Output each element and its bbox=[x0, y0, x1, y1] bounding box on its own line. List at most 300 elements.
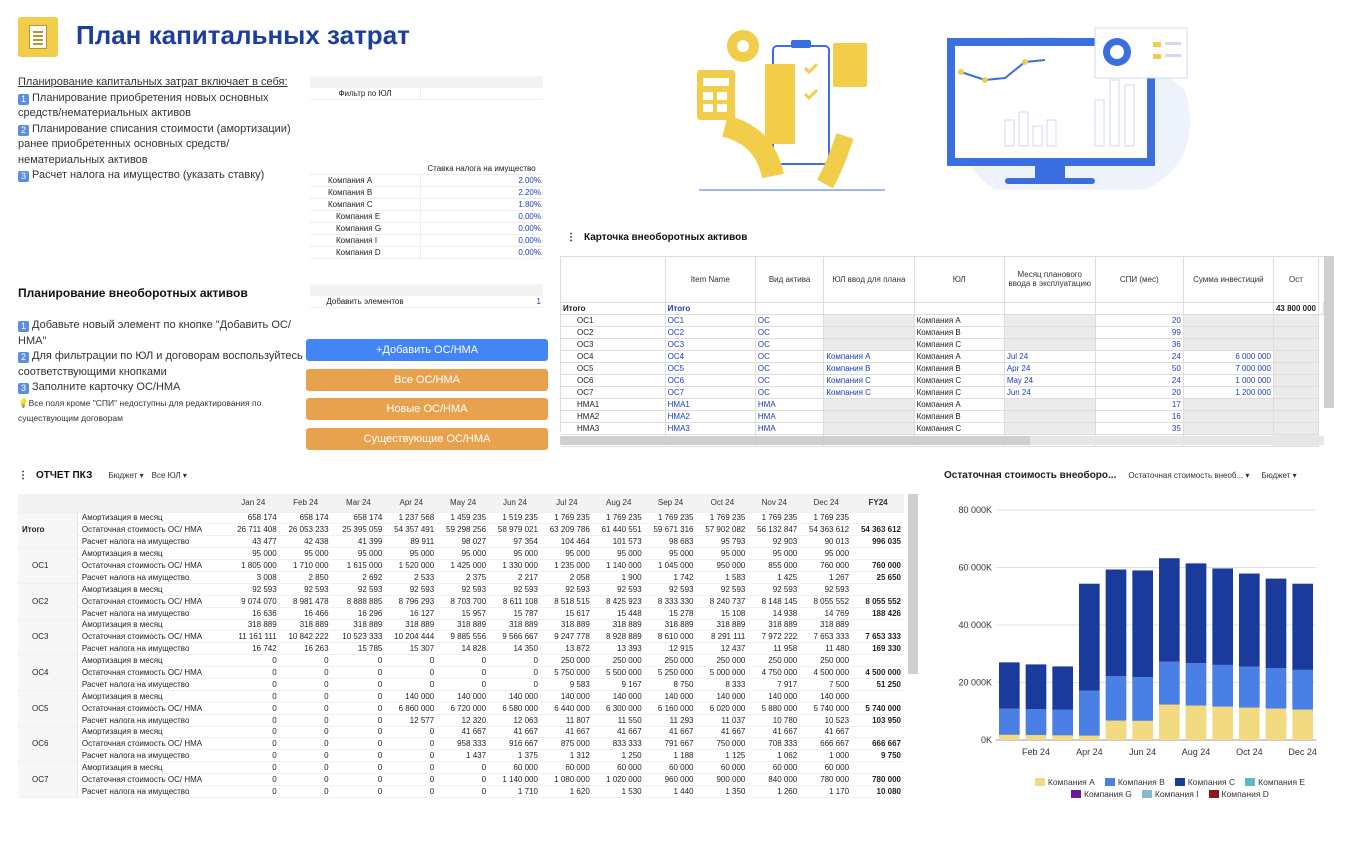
bar-segment[interactable] bbox=[999, 735, 1020, 740]
report-metric-label: Амортизация в месяц bbox=[77, 548, 226, 560]
card-asset-type[interactable]: ОС bbox=[755, 374, 823, 386]
card-month[interactable]: Jul 24 bbox=[1004, 350, 1095, 362]
chart-legend bbox=[1010, 777, 1330, 799]
report-value: 95 000 bbox=[593, 548, 645, 560]
bar-segment[interactable] bbox=[1186, 706, 1207, 740]
card-plan-entity[interactable]: Компания A bbox=[824, 350, 914, 362]
more-vert-icon[interactable]: ⋮ bbox=[566, 232, 576, 243]
report-value: 0 bbox=[332, 655, 386, 667]
report-value: 1 805 000 bbox=[227, 560, 280, 572]
page-title: План капитальных затрат bbox=[76, 20, 410, 50]
card-month[interactable]: May 24 bbox=[1004, 374, 1095, 386]
report-month-header: Sep 24 bbox=[645, 494, 697, 512]
card-spi[interactable]: 50 bbox=[1095, 362, 1183, 374]
card-entity: Компания A bbox=[914, 398, 1004, 410]
report-value: 92 593 bbox=[227, 583, 280, 595]
card-month[interactable]: Jun 24 bbox=[1004, 386, 1095, 398]
card-spi[interactable]: 24 bbox=[1095, 350, 1183, 362]
legend-item[interactable] bbox=[1035, 777, 1095, 787]
bar-segment[interactable] bbox=[1266, 579, 1287, 669]
legend-item[interactable] bbox=[1105, 777, 1165, 787]
report-value: 318 889 bbox=[280, 619, 332, 631]
document-icon bbox=[18, 17, 58, 57]
card-plan-entity[interactable] bbox=[824, 338, 914, 350]
report-value: 54 357 491 bbox=[385, 524, 437, 536]
report-value: 11 293 bbox=[645, 714, 697, 726]
legend-item[interactable] bbox=[1175, 777, 1235, 787]
report-value: 0 bbox=[227, 774, 280, 786]
report-metric-label: Расчет налога на имущество bbox=[77, 571, 226, 583]
card-item-name[interactable]: ОС2 bbox=[665, 326, 755, 338]
card-asset-type[interactable]: НМА bbox=[755, 422, 823, 434]
bar-segment[interactable] bbox=[1132, 677, 1153, 721]
card-plan-entity[interactable] bbox=[824, 422, 914, 434]
y-tick-label: 80 000K bbox=[958, 505, 992, 515]
card-sum[interactable]: 1 200 000 bbox=[1183, 386, 1273, 398]
bar-segment[interactable] bbox=[1079, 584, 1100, 691]
x-tick-label: Jun 24 bbox=[1129, 747, 1157, 757]
card-spi[interactable]: 16 bbox=[1095, 410, 1183, 422]
card-row-id: ОС6 bbox=[561, 374, 665, 386]
report-value: 6 300 000 bbox=[593, 702, 645, 714]
report-month-header: Jan 24 bbox=[227, 494, 280, 512]
card-plan-entity[interactable] bbox=[824, 410, 914, 422]
card-sum[interactable] bbox=[1183, 326, 1273, 338]
card-spi[interactable]: 24 bbox=[1095, 374, 1183, 386]
card-sum[interactable] bbox=[1183, 314, 1273, 326]
bar-segment[interactable] bbox=[1239, 574, 1260, 667]
tax-company: Компания C bbox=[328, 200, 373, 209]
card-item-name[interactable]: ОС1 bbox=[665, 314, 755, 326]
bar-segment[interactable] bbox=[1186, 563, 1207, 663]
report-value: 996 035 bbox=[852, 536, 904, 548]
bar-segment[interactable] bbox=[1212, 665, 1233, 707]
report-value: 5 740 000 bbox=[800, 702, 852, 714]
card-sum[interactable] bbox=[1183, 422, 1273, 434]
report-value: 750 000 bbox=[697, 738, 749, 750]
report-value: 1 530 bbox=[593, 785, 645, 797]
bar-segment[interactable] bbox=[1239, 667, 1260, 708]
bar-segment[interactable] bbox=[1079, 736, 1100, 740]
report-value: 95 000 bbox=[489, 548, 541, 560]
card-item-name[interactable]: ОС5 bbox=[665, 362, 755, 374]
report-value: 0 bbox=[489, 678, 541, 690]
report-value: 8 333 330 bbox=[645, 595, 697, 607]
card-plan-entity[interactable]: Компания C bbox=[824, 374, 914, 386]
tax-rate-header: Ставка налога на имущество bbox=[427, 164, 536, 173]
report-value: 0 bbox=[437, 774, 489, 786]
tax-rate-input[interactable]: 0.00% bbox=[420, 211, 543, 222]
report-value: 0 bbox=[385, 762, 437, 774]
report-value: 1 769 235 bbox=[697, 512, 749, 524]
card-spi[interactable]: 17 bbox=[1095, 398, 1183, 410]
card-row-id: ОС3 bbox=[561, 338, 665, 350]
report-value: 13 872 bbox=[541, 643, 593, 655]
card-row[interactable] bbox=[561, 314, 1324, 326]
report-value: 92 593 bbox=[280, 583, 332, 595]
caret-down-icon: ▾ bbox=[1292, 471, 1297, 480]
report-value: 0 bbox=[385, 726, 437, 738]
card-cell bbox=[914, 302, 1004, 314]
report-value bbox=[852, 726, 904, 738]
report-value: 92 593 bbox=[593, 583, 645, 595]
report-value: 12 320 bbox=[437, 714, 489, 726]
report-value: 0 bbox=[280, 738, 332, 750]
bar-segment[interactable] bbox=[999, 662, 1020, 708]
report-value: 0 bbox=[227, 690, 280, 702]
report-value: 8 291 111 bbox=[697, 631, 749, 643]
report-value: 1 267 bbox=[800, 571, 852, 583]
tax-company: Компания B bbox=[328, 188, 373, 197]
card-month[interactable] bbox=[1004, 326, 1095, 338]
card-row[interactable] bbox=[561, 338, 1324, 350]
bar-segment[interactable] bbox=[1052, 710, 1073, 736]
report-row bbox=[18, 678, 904, 690]
card-item-name[interactable]: ОС6 bbox=[665, 374, 755, 386]
card-entity: Компания C bbox=[914, 422, 1004, 434]
report-value: 1 080 000 bbox=[541, 774, 593, 786]
report-value: 41 667 bbox=[489, 726, 541, 738]
card-plan-entity[interactable] bbox=[824, 314, 914, 326]
report-value: 658 174 bbox=[332, 512, 386, 524]
card-row[interactable] bbox=[561, 422, 1324, 434]
keycap-1-icon: 1 bbox=[18, 94, 29, 105]
report-value: 318 889 bbox=[593, 619, 645, 631]
tax-company: Компания I bbox=[336, 236, 378, 245]
report-month-header: Aug 24 bbox=[593, 494, 645, 512]
report-value: 318 889 bbox=[748, 619, 800, 631]
report-value: 0 bbox=[385, 738, 437, 750]
card-asset-type[interactable]: ОС bbox=[755, 314, 823, 326]
tax-rate-input[interactable]: 0.00% bbox=[420, 247, 543, 258]
step-text: Добавьте новый элемент по кнопке "Добавить ОС/НМА" bbox=[18, 319, 291, 347]
add-asset-button[interactable]: +Добавить ОС/НМА bbox=[306, 339, 548, 361]
report-value: 12 063 bbox=[489, 714, 541, 726]
report-value: 95 000 bbox=[645, 548, 697, 560]
filter-input[interactable] bbox=[420, 88, 543, 99]
report-value: 11 807 bbox=[541, 714, 593, 726]
card-sum[interactable] bbox=[1183, 398, 1273, 410]
report-value: 1 188 bbox=[645, 750, 697, 762]
bar-segment[interactable] bbox=[1239, 708, 1260, 740]
legend-swatch bbox=[1175, 778, 1185, 786]
report-value: 5 740 000 bbox=[852, 702, 904, 714]
card-month[interactable] bbox=[1004, 338, 1095, 350]
card-row[interactable] bbox=[561, 398, 1324, 410]
report-metric-label: Амортизация в месяц bbox=[77, 690, 226, 702]
bar-segment[interactable] bbox=[1026, 709, 1047, 735]
card-sum[interactable] bbox=[1183, 410, 1273, 422]
card-item-name[interactable]: НМА3 bbox=[665, 422, 755, 434]
report-value: 16 263 bbox=[280, 643, 332, 655]
add-count-input[interactable]: 1 bbox=[536, 297, 541, 306]
bar-segment[interactable] bbox=[1052, 666, 1073, 709]
card-item-name[interactable]: ОС7 bbox=[665, 386, 755, 398]
report-header-row bbox=[18, 494, 904, 512]
tax-company: Компания A bbox=[328, 176, 373, 185]
legend-item[interactable] bbox=[1142, 789, 1199, 799]
report-value: 250 000 bbox=[593, 655, 645, 667]
card-spi[interactable]: 35 bbox=[1095, 422, 1183, 434]
report-value: 25 650 bbox=[852, 571, 904, 583]
card-title bbox=[566, 232, 747, 243]
card-spi[interactable]: 20 bbox=[1095, 314, 1183, 326]
report-value: 0 bbox=[332, 726, 386, 738]
bar-segment[interactable] bbox=[1159, 558, 1180, 661]
dashboard-illustration bbox=[945, 20, 1190, 200]
card-header-cell: Вид актива bbox=[755, 257, 823, 302]
report-value: 6 860 000 bbox=[385, 702, 437, 714]
card-plan-entity[interactable] bbox=[824, 326, 914, 338]
card-header-row bbox=[561, 257, 1324, 302]
card-entity: Компания B bbox=[914, 362, 1004, 374]
scenario-dropdown[interactable] bbox=[1261, 471, 1296, 480]
report-value: 60 000 bbox=[800, 762, 852, 774]
bar-segment[interactable] bbox=[1186, 663, 1207, 705]
report-value: 92 593 bbox=[385, 583, 437, 595]
report-value: 0 bbox=[227, 667, 280, 679]
keycap-2-icon: 2 bbox=[18, 352, 29, 363]
tax-rate-input[interactable]: 1.80% bbox=[420, 199, 543, 210]
report-row bbox=[18, 595, 904, 607]
report-table bbox=[18, 494, 904, 802]
card-entity: Компания A bbox=[914, 350, 1004, 362]
bar-segment[interactable] bbox=[1292, 670, 1313, 710]
bar-segment[interactable] bbox=[1106, 676, 1127, 720]
report-value: 95 000 bbox=[437, 548, 489, 560]
report-value: 0 bbox=[332, 762, 386, 774]
bar-segment[interactable] bbox=[1106, 721, 1127, 740]
card-entity: Компания B bbox=[914, 326, 1004, 338]
report-value: 9 583 bbox=[541, 678, 593, 690]
card-spi[interactable]: 99 bbox=[1095, 326, 1183, 338]
report-value: 658 174 bbox=[280, 512, 332, 524]
add-count-panel bbox=[310, 284, 543, 308]
card-item-name[interactable]: НМА1 bbox=[665, 398, 755, 410]
step-note bbox=[18, 396, 304, 426]
report-value: 0 bbox=[227, 762, 280, 774]
bar-segment[interactable] bbox=[1026, 735, 1047, 740]
card-cell bbox=[1183, 302, 1273, 314]
step-text: Заполните карточку ОС/НМА bbox=[32, 381, 181, 393]
existing-assets-button[interactable]: Существующие ОС/НМА bbox=[306, 428, 548, 450]
report-value: 250 000 bbox=[697, 655, 749, 667]
card-asset-type[interactable]: ОС bbox=[755, 326, 823, 338]
card-plan-entity[interactable]: Компания B bbox=[824, 362, 914, 374]
card-cell bbox=[824, 302, 914, 314]
report-month-header: Apr 24 bbox=[385, 494, 437, 512]
tax-rate-input[interactable]: 0.00% bbox=[420, 235, 543, 246]
card-month[interactable] bbox=[1004, 398, 1095, 410]
report-value: 140 000 bbox=[541, 690, 593, 702]
report-value: 92 593 bbox=[748, 583, 800, 595]
panel-band bbox=[310, 284, 543, 296]
card-row[interactable] bbox=[561, 386, 1324, 398]
card-row[interactable] bbox=[561, 326, 1324, 338]
chart-title: Остаточная стоимость внеоборо... bbox=[944, 470, 1117, 481]
report-value: 15 278 bbox=[645, 607, 697, 619]
report-value: 2 850 bbox=[280, 571, 332, 583]
card-item-name[interactable]: ОС3 bbox=[665, 338, 755, 350]
all-assets-button[interactable]: Все ОС/НМА bbox=[306, 369, 548, 391]
card-asset-type[interactable]: ОС bbox=[755, 350, 823, 362]
report-value: 318 889 bbox=[332, 619, 386, 631]
card-asset-type[interactable]: ОС bbox=[755, 362, 823, 374]
bar-segment[interactable] bbox=[1212, 568, 1233, 664]
card-sum[interactable]: 1 000 000 bbox=[1183, 374, 1273, 386]
card-spi[interactable]: 36 bbox=[1095, 338, 1183, 350]
report-value: 43 477 bbox=[227, 536, 280, 548]
report-value: 59 298 256 bbox=[437, 524, 489, 536]
card-month[interactable] bbox=[1004, 314, 1095, 326]
bar-segment[interactable] bbox=[1159, 662, 1180, 705]
report-value: 1 520 000 bbox=[385, 560, 437, 572]
intro-item-2 bbox=[18, 122, 308, 169]
report-value: 60 000 bbox=[645, 762, 697, 774]
report-group-label: ОС1 bbox=[18, 548, 77, 584]
card-row[interactable] bbox=[561, 374, 1324, 386]
card-header-cell: СПИ (мес) bbox=[1095, 257, 1183, 302]
card-plan-entity[interactable]: Компания C bbox=[824, 386, 914, 398]
report-value: 95 000 bbox=[227, 548, 280, 560]
tax-rate-input[interactable]: 2.20% bbox=[420, 187, 543, 198]
legend-item[interactable] bbox=[1209, 789, 1269, 799]
card-month[interactable]: Apr 24 bbox=[1004, 362, 1095, 374]
report-value: 840 000 bbox=[748, 774, 800, 786]
report-value: 95 000 bbox=[385, 548, 437, 560]
report-row bbox=[18, 762, 904, 774]
card-sum[interactable]: 7 000 000 bbox=[1183, 362, 1273, 374]
bar-segment[interactable] bbox=[1292, 584, 1313, 670]
report-value: 6 720 000 bbox=[437, 702, 489, 714]
card-header-cell bbox=[561, 257, 665, 302]
new-assets-button[interactable]: Новые ОС/НМА bbox=[306, 398, 548, 420]
report-month-header: FY24 bbox=[852, 494, 904, 512]
bar-segment[interactable] bbox=[1052, 735, 1073, 740]
report-value: 95 000 bbox=[541, 548, 593, 560]
report-value bbox=[852, 762, 904, 774]
report-metric-label: Расчет налога на имущество bbox=[77, 785, 226, 797]
report-value: 1 769 235 bbox=[748, 512, 800, 524]
entity-dropdown[interactable] bbox=[152, 471, 187, 480]
report-value: 11 037 bbox=[697, 714, 749, 726]
tax-rate-input[interactable]: 2.00% bbox=[420, 175, 543, 186]
card-row[interactable] bbox=[561, 410, 1324, 422]
card-asset-type[interactable]: ОС bbox=[755, 338, 823, 350]
report-value: 12 915 bbox=[645, 643, 697, 655]
report-value: 7 500 bbox=[800, 678, 852, 690]
budget-dropdown[interactable] bbox=[108, 471, 143, 480]
report-value: 950 000 bbox=[697, 560, 749, 572]
report-value: 14 938 bbox=[748, 607, 800, 619]
legend-item[interactable] bbox=[1071, 789, 1132, 799]
tax-company: Компания E bbox=[336, 212, 381, 221]
report-value: 4 500 000 bbox=[800, 667, 852, 679]
report-value: 780 000 bbox=[852, 774, 904, 786]
card-month[interactable] bbox=[1004, 410, 1095, 422]
card-cell bbox=[1273, 362, 1318, 374]
more-vert-icon[interactable]: ⋮ bbox=[18, 470, 28, 481]
card-asset-type[interactable]: ОС bbox=[755, 386, 823, 398]
intro-heading: Планирование капитальных затрат включает в себя: bbox=[18, 76, 288, 88]
legend-label: Компания A bbox=[1047, 777, 1095, 787]
bar-segment[interactable] bbox=[1132, 721, 1153, 740]
report-group-label: ОС5 bbox=[18, 690, 77, 726]
bar-segment[interactable] bbox=[1106, 570, 1127, 677]
card-plan-entity[interactable] bbox=[824, 398, 914, 410]
report-value: 9 074 070 bbox=[227, 595, 280, 607]
report-month-header: Oct 24 bbox=[697, 494, 749, 512]
y-tick-label: 40 000K bbox=[958, 620, 992, 630]
card-header-cell: Сумма инвестиций bbox=[1183, 257, 1273, 302]
bar-segment[interactable] bbox=[1292, 710, 1313, 740]
card-item-name[interactable]: НМА2 bbox=[665, 410, 755, 422]
report-value: 0 bbox=[332, 738, 386, 750]
dropdown-label: Бюджет bbox=[1261, 471, 1291, 480]
bar-segment[interactable] bbox=[1026, 664, 1047, 709]
card-item-name[interactable]: ОС4 bbox=[665, 350, 755, 362]
report-row bbox=[18, 607, 904, 619]
report-value: 2 533 bbox=[385, 571, 437, 583]
report-value: 15 307 bbox=[385, 643, 437, 655]
bar-segment[interactable] bbox=[1266, 709, 1287, 740]
bar-segment[interactable] bbox=[1266, 668, 1287, 708]
report-value: 10 204 444 bbox=[385, 631, 437, 643]
card-sum[interactable]: 6 000 000 bbox=[1183, 350, 1273, 362]
report-value: 92 593 bbox=[437, 583, 489, 595]
report-row bbox=[18, 548, 904, 560]
legend-item[interactable] bbox=[1245, 777, 1305, 787]
report-value: 958 333 bbox=[437, 738, 489, 750]
card-row[interactable] bbox=[561, 350, 1324, 362]
bar-segment[interactable] bbox=[1132, 570, 1153, 677]
card-hscrollbar[interactable] bbox=[560, 436, 1324, 445]
card-row[interactable] bbox=[561, 362, 1324, 374]
card-month[interactable] bbox=[1004, 422, 1095, 434]
bar-segment[interactable] bbox=[999, 709, 1020, 735]
card-asset-type[interactable]: НМА bbox=[755, 398, 823, 410]
bar-segment[interactable] bbox=[1212, 707, 1233, 740]
report-value: 1 312 bbox=[541, 750, 593, 762]
report-value: 1 330 000 bbox=[489, 560, 541, 572]
report-value: 140 000 bbox=[645, 690, 697, 702]
card-spi[interactable]: 20 bbox=[1095, 386, 1183, 398]
card-asset-type[interactable]: НМА bbox=[755, 410, 823, 422]
bar-segment[interactable] bbox=[1159, 705, 1180, 740]
card-sum[interactable] bbox=[1183, 338, 1273, 350]
bar-segment[interactable] bbox=[1079, 691, 1100, 736]
report-value: 140 000 bbox=[800, 690, 852, 702]
report-value bbox=[852, 690, 904, 702]
report-metric-label: Остаточная стоимость ОС/ НМА bbox=[77, 595, 226, 607]
report-scrollbar[interactable] bbox=[908, 494, 918, 674]
report-value: 1 062 bbox=[748, 750, 800, 762]
report-value: 1 519 235 bbox=[489, 512, 541, 524]
intro-item-text: Планирование списания стоимости (амортизации) ранее приобретенных основных средств/ нематериальных активов bbox=[18, 122, 291, 166]
legend-label: Компания G bbox=[1084, 789, 1132, 799]
report-value: 9 247 778 bbox=[541, 631, 593, 643]
card-entity: Компания C bbox=[914, 338, 1004, 350]
tax-rate-input[interactable]: 0.00% bbox=[420, 223, 543, 234]
card-row-id: НМА2 bbox=[561, 410, 665, 422]
report-value: 1 237 568 bbox=[385, 512, 437, 524]
card-scrollbar[interactable] bbox=[1324, 256, 1334, 408]
report-row bbox=[18, 655, 904, 667]
metric-dropdown[interactable] bbox=[1128, 471, 1249, 480]
report-value: 1 620 bbox=[541, 785, 593, 797]
report-value: 41 667 bbox=[593, 726, 645, 738]
report-value: 1 437 bbox=[437, 750, 489, 762]
